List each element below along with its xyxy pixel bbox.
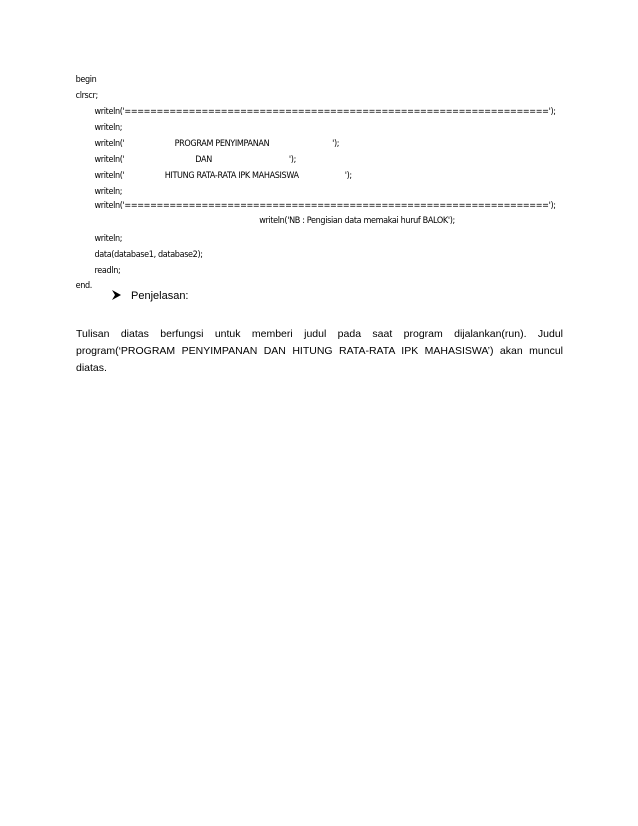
code-line-border-bottom: writeln('=================================================================='); (94, 201, 556, 211)
code-line-clrscr: clrscr; (75, 91, 98, 101)
code-line-readln: readln; (94, 266, 121, 276)
explanation-paragraph: Tulisan diatas berfungsi untuk memberi judul pada saat program dijalankan(run). Judul program(‘PROGRAM PENYIMPANAN DAN HITUNG RATA-RATA IPK MAHASISWA’) akan muncul diatas. (76, 328, 563, 374)
code-line-title-1-text: PROGRAM PENYIMPANAN (174, 139, 270, 149)
code-line-begin: begin (75, 75, 97, 85)
code-line-title-2-open: writeln(' (94, 155, 125, 165)
code-line-title-3-text: HITUNG RATA-RATA IPK MAHASISWA (164, 171, 299, 181)
code-line-end: end. (75, 281, 92, 291)
code-line-writeln: writeln; (94, 234, 123, 244)
code-line-title-1-close: '); (332, 139, 340, 149)
code-line-nb: writeln('NB : Pengisian data memakai huruf BALOK'); (259, 216, 455, 226)
code-line-title-2-text: DAN (195, 155, 212, 165)
code-line-writeln: writeln; (94, 187, 123, 197)
explanation-heading-row (112, 290, 189, 302)
code-line-title-3-close: '); (344, 171, 352, 181)
code-line-title-3-open: writeln(' (94, 171, 125, 181)
code-line-title-2-close: '); (288, 155, 296, 165)
explanation-heading: Penjelasan: (131, 290, 189, 302)
code-line-writeln: writeln; (94, 123, 123, 133)
code-line-title-1-open: writeln(' (94, 139, 125, 149)
code-line-border-top: writeln('=================================================================='); (94, 107, 556, 117)
code-line-data-call: data(database1, database2); (94, 250, 203, 260)
arrowhead-bullet-icon (112, 290, 121, 300)
